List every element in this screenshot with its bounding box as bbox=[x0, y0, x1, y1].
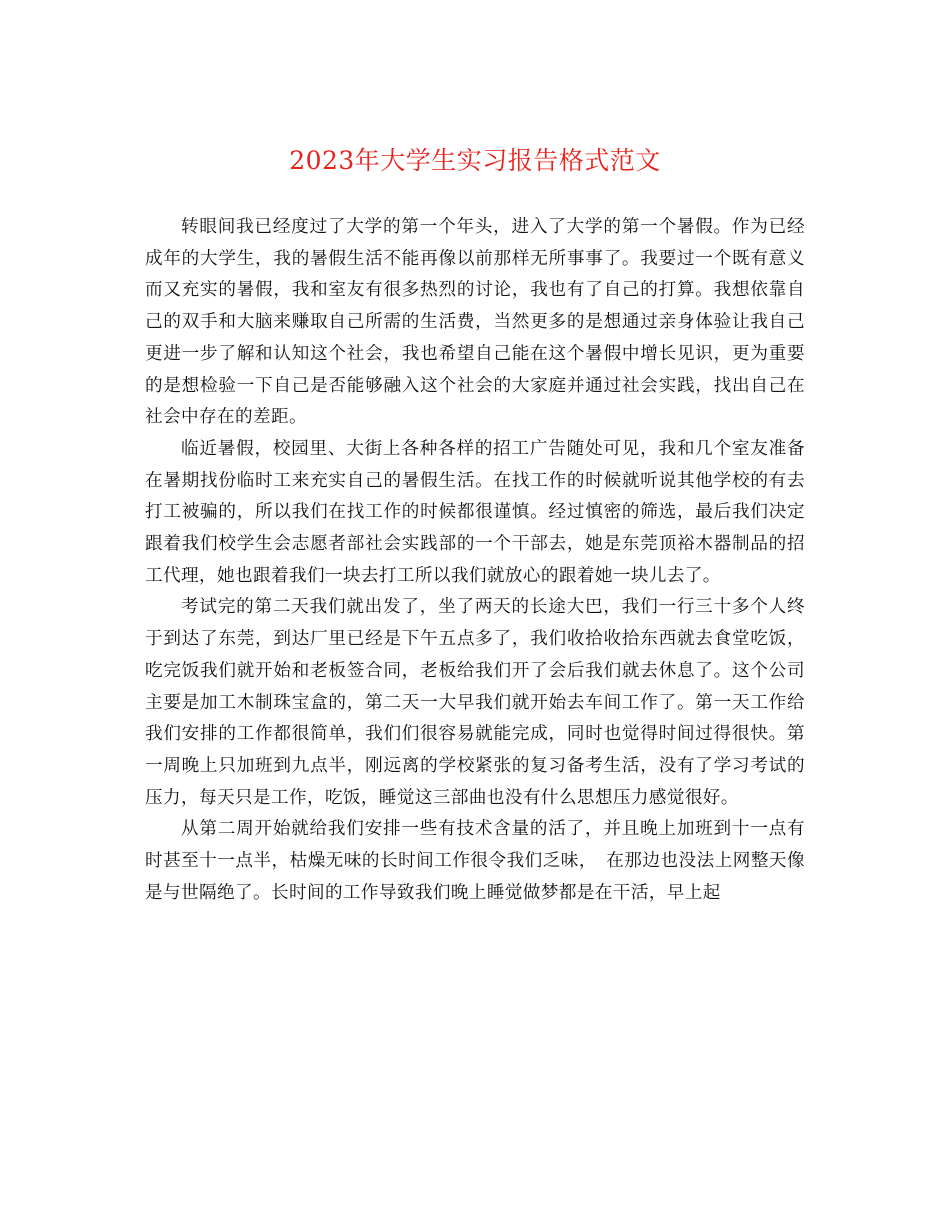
document-body bbox=[145, 212, 805, 909]
document-title: 2023年大学生实习报告格式范文 bbox=[289, 146, 661, 175]
paragraph-4: 从第二周开始就给我们安排一些有技术含量的活了，并且晚上加班到十一点有时甚至十一点半，枯燥无味的长时间工作很令我们乏味， 在那边也没法上网整天像是与世隔绝了。长时间的工作导致我们晚上睡觉做梦都是在干活，早上起 bbox=[145, 819, 805, 903]
paragraph-2: 临近暑假，校园里、大街上各种各样的招工广告随处可见，我和几个室友准备在暑期找份临时工来充实自己的暑假生活。在找工作的时候就听说其他学校的有去打工被骗的，所以我们在找工作的时候都很谨慎。经过慎密的筛选，最后我们决定跟着我们校学生会志愿者部社会实践部的一个干部去，她是东莞顶裕木器制品的招工代理，她也跟着我们一块去打工所以我们就放心的跟着她一块儿去了。 bbox=[145, 438, 805, 586]
paragraph-3: 考试完的第二天我们就出发了，坐了两天的长途大巴，我们一行三十多个人终于到达了东莞，到达厂里已经是下午五点多了，我们收拾收拾东西就去食堂吃饭，吃完饭我们就开始和老板签合同，老板给我们开了会后我们就去休息了。这个公司主要是加工木制珠宝盒的，第二天一大早我们就开始去车间工作了。第一天工作给我们安排的工作都很简单，我们们很容易就能完成，同时也觉得时间过得很快。第一周晚上只加班到九点半，刚远离的学校紧张的复习备考生活，没有了学习考试的压力，每天只是工作，吃饭，睡觉这三部曲也没有什么思想压力感觉很好。 bbox=[145, 597, 805, 808]
paragraph-1: 转眼间我已经度过了大学的第一个年头，进入了大学的第一个暑假。作为已经成年的大学生，我的暑假生活不能再像以前那样无所事事了。我要过一个既有意义而又充实的暑假，我和室友有很多热烈的讨论，我也有了自己的打算。我想依靠自己的双手和大脑来赚取自己所需的生活费，当然更多的是想通过亲身体验让我自己更进一步了解和认知这个社会，我也希望自己能在这个暑假中增长见识，更为重要的是想检验一下自己是否能够融入这个社会的大家庭并通过社会实践，找出自己在社会中存在的差距。 bbox=[145, 217, 805, 428]
